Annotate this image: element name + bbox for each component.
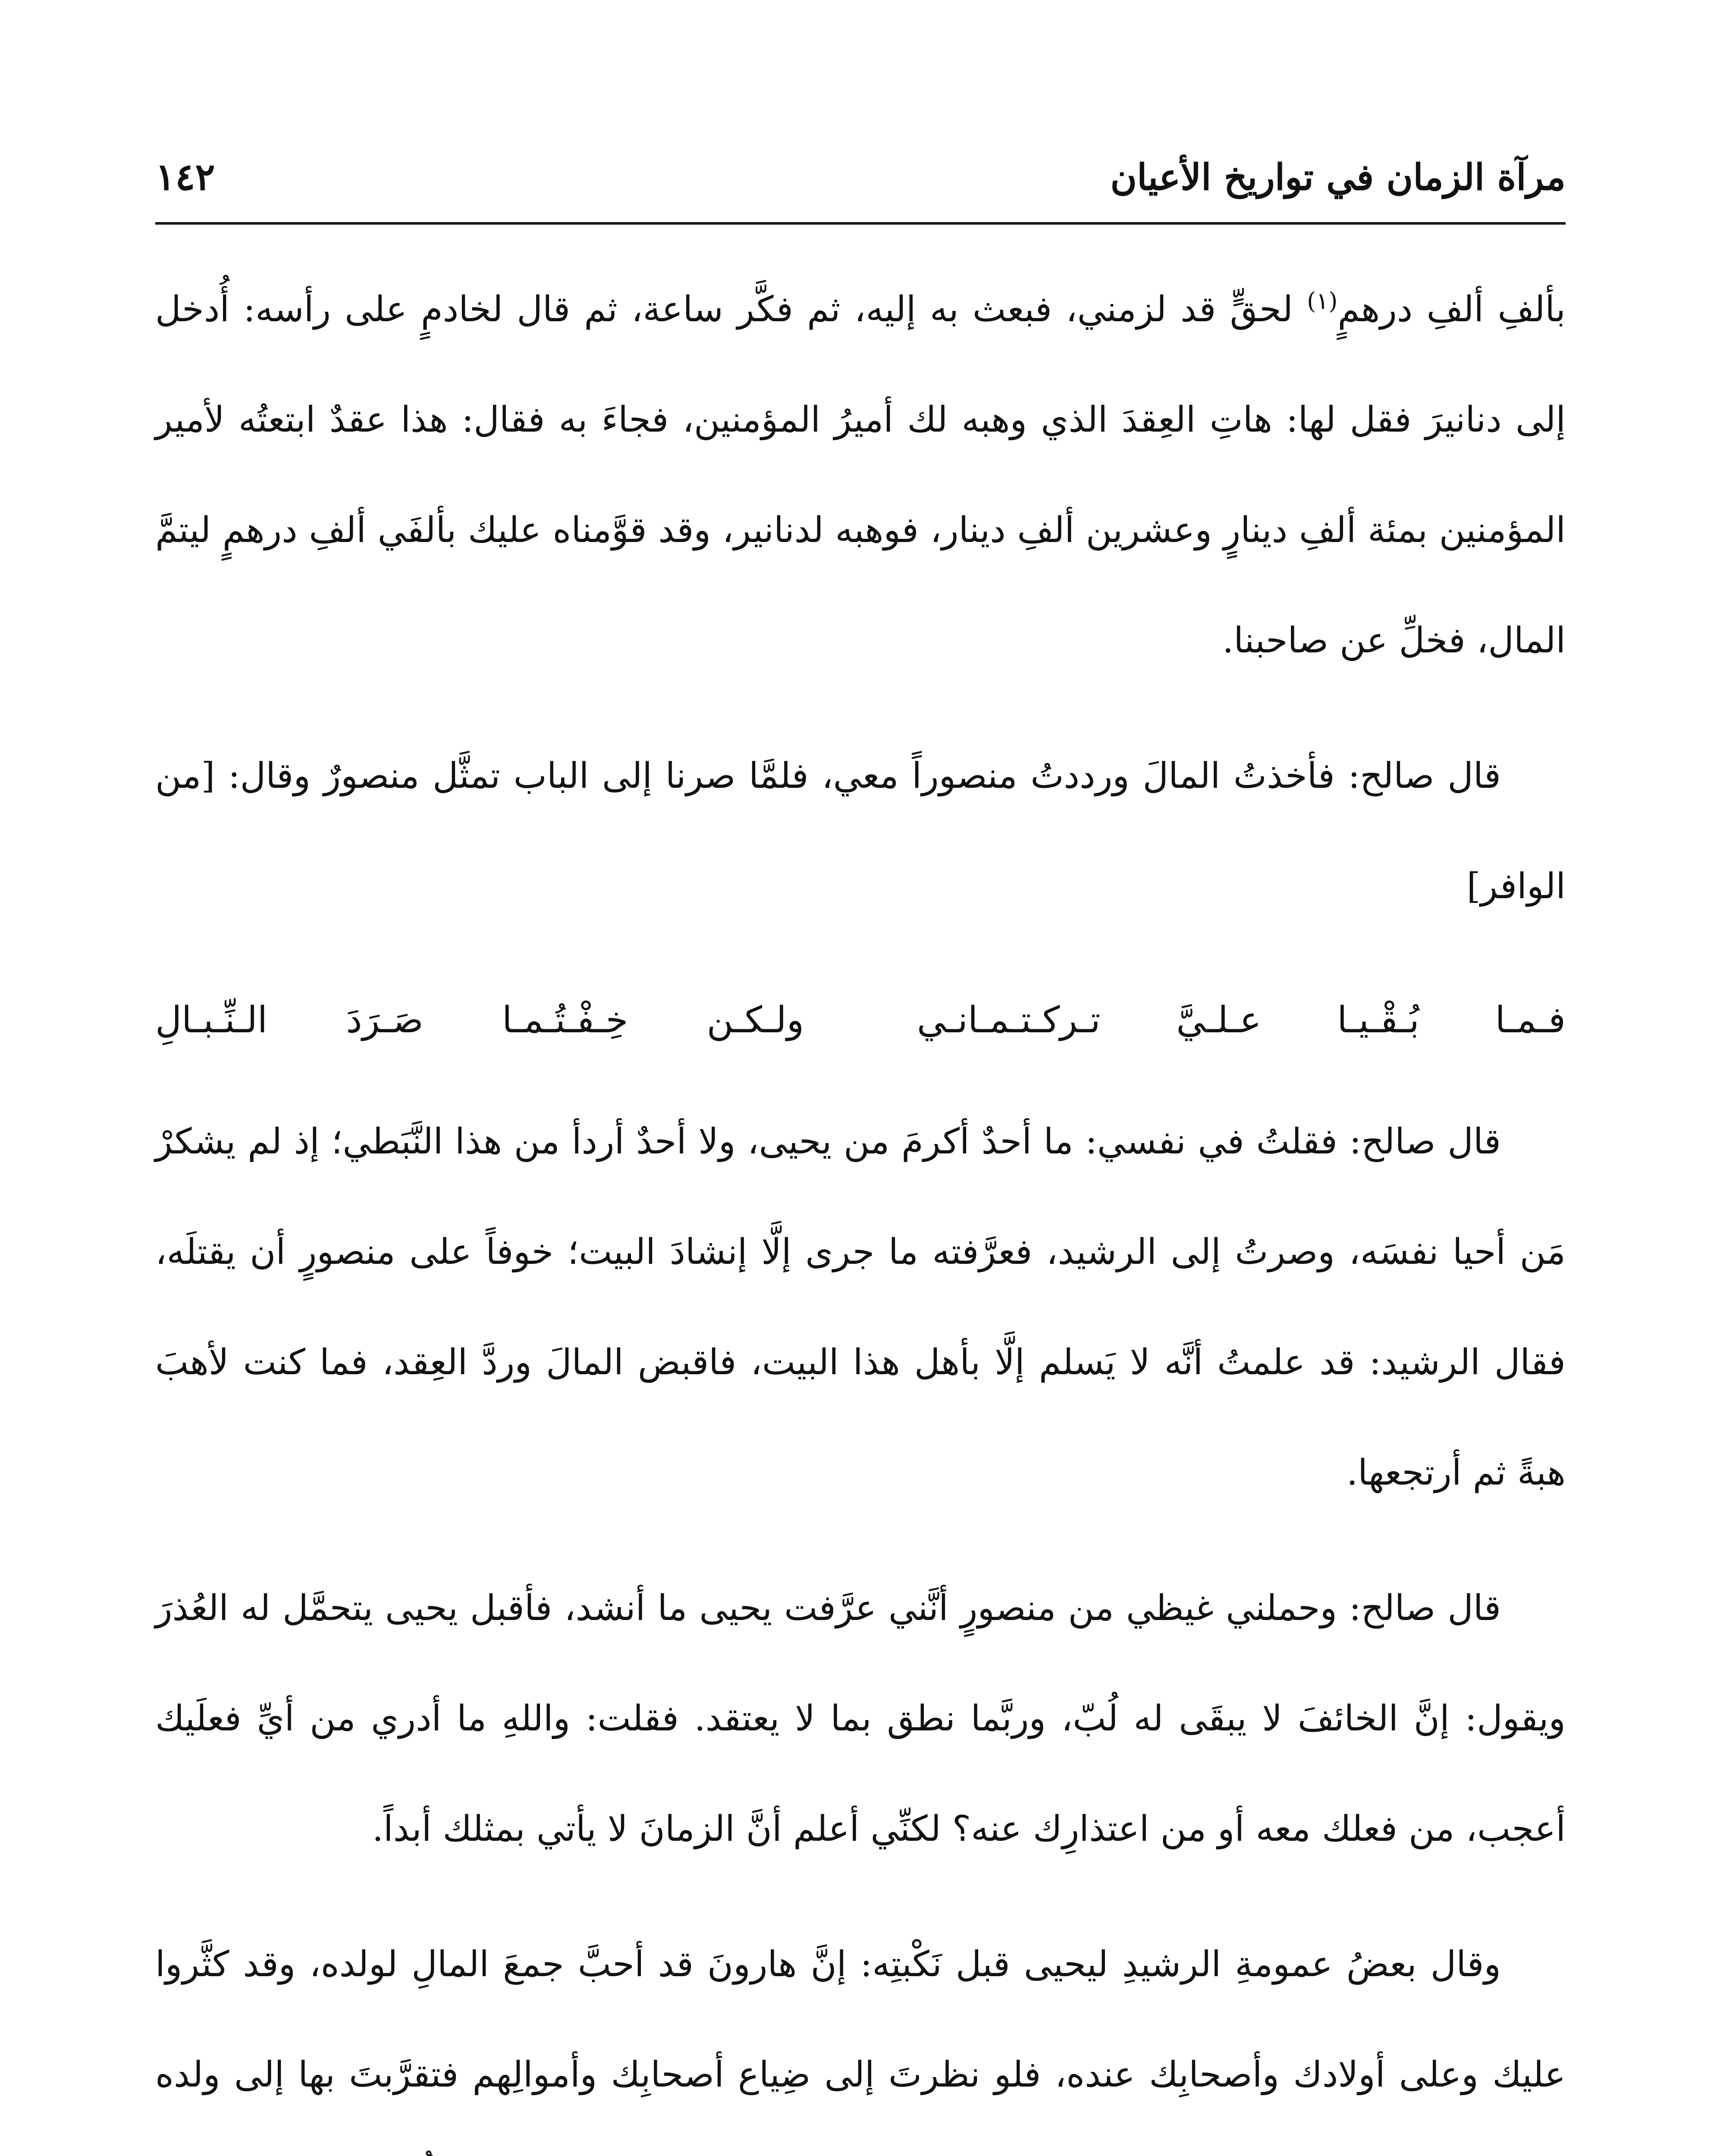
paragraph-3: قال صالح: فقلتُ في نفسي: ما أحدٌ أكرمَ من يحيى، ولا أحدٌ أردأ من هذا النَّبَطي؛ إذ لم يشكرْ مَن أحيا نفسَه، وصرتُ إلى الرشيد، فعرَّفته ما جرى إلَّا إنشادَ البيت؛ خوفاً على منصورٍ أن يقتلَه، فقال الرشيد: قد علمتُ أنَّه لا يَسلم إلَّا بأهل هذا البيت، فاقبض المالَ وردَّ العِقد، فما كنت لأهبَ هبةً ثم أرتجعها. <box>155 1121 1566 1493</box>
verse-line-1 <box>155 967 1566 1073</box>
verse-1-second-hemistich: ولـكـن خِـفْـتُـمـا صَـرَدَ الـنِّـبـالِ <box>155 999 804 1041</box>
book-title: مرآة الزمان في تواريخ الأعيان <box>1110 155 1566 198</box>
paragraph-4: قال صالح: وحملني غيظي من منصورٍ أنَّني عرَّفت يحيى ما أنشد، فأقبل يحيى يتحمَّل له العُذرَ ويقول: إنَّ الخائفَ لا يبقَى له لُبّ، وربَّما نطق بما لا يعتقد. فقلت: واللهِ ما أدري من أيِّ فعلَيك أعجب، من فعلك معه أو من اعتذارِك عنه؟ لكنِّي أعلم أنَّ الزمانَ لا يأتي بمثلك أبداً. <box>155 1588 1566 1849</box>
verse-1-first-hemistich: فـمـا بُـقْـيـا عـلـيَّ تـركـتـمـانـي <box>917 999 1566 1041</box>
page-number: ١٤٢ <box>155 155 215 199</box>
book-page <box>155 129 1566 2156</box>
paragraph-1-start: بألفِ ألفِ درهمٍ <box>1337 289 1566 330</box>
paragraph-2: قال صالح: فأخذتُ المالَ ورددتُ منصوراً معي، فلمَّا صرنا إلى الباب تمثَّل منصورٌ وقال: [من الوافر] <box>155 755 1566 907</box>
header-rule <box>155 222 1566 225</box>
running-header <box>155 147 1566 207</box>
body-text <box>155 254 1566 2156</box>
footnote-marker-1[interactable]: (١) <box>1307 287 1338 315</box>
paragraph-5: وقال بعضُ عمومةِ الرشيدِ ليحيى قبل نَكْبتِه: إنَّ هارونَ قد أحبَّ جمعَ المالِ لولده، وقد كثَّروا عليك وعلى أولادك وأصحابِك عنده، فلو نظرتَ إلى ضِياع أصحابِك وأموالِهم فتقرَّبتَ بها إلى ولده <box>155 1944 1566 2095</box>
paragraph-1 <box>155 254 1566 696</box>
paragraph-1-rest: لحقٍّ قد لزمني، فبعث به إليه، ثم فكَّر ساعة، ثم قال لخادمٍ على رأسه: أُدخل إلى دنانيرَ فقل لها: هاتِ العِقدَ الذي وهبه لك أميرُ المؤمنين، فجاءَ به فقال: هذا عقدٌ ابتعتُه لأمير المؤمنين بمئة ألفِ دينارٍ وعشرين ألفِ دينار، فوهبه لدنانير، وقد قوَّمناه عليك بألفَي ألفِ درهمٍ ليتمَّ المال، فخلِّ عن صاحبنا. <box>155 289 1566 661</box>
